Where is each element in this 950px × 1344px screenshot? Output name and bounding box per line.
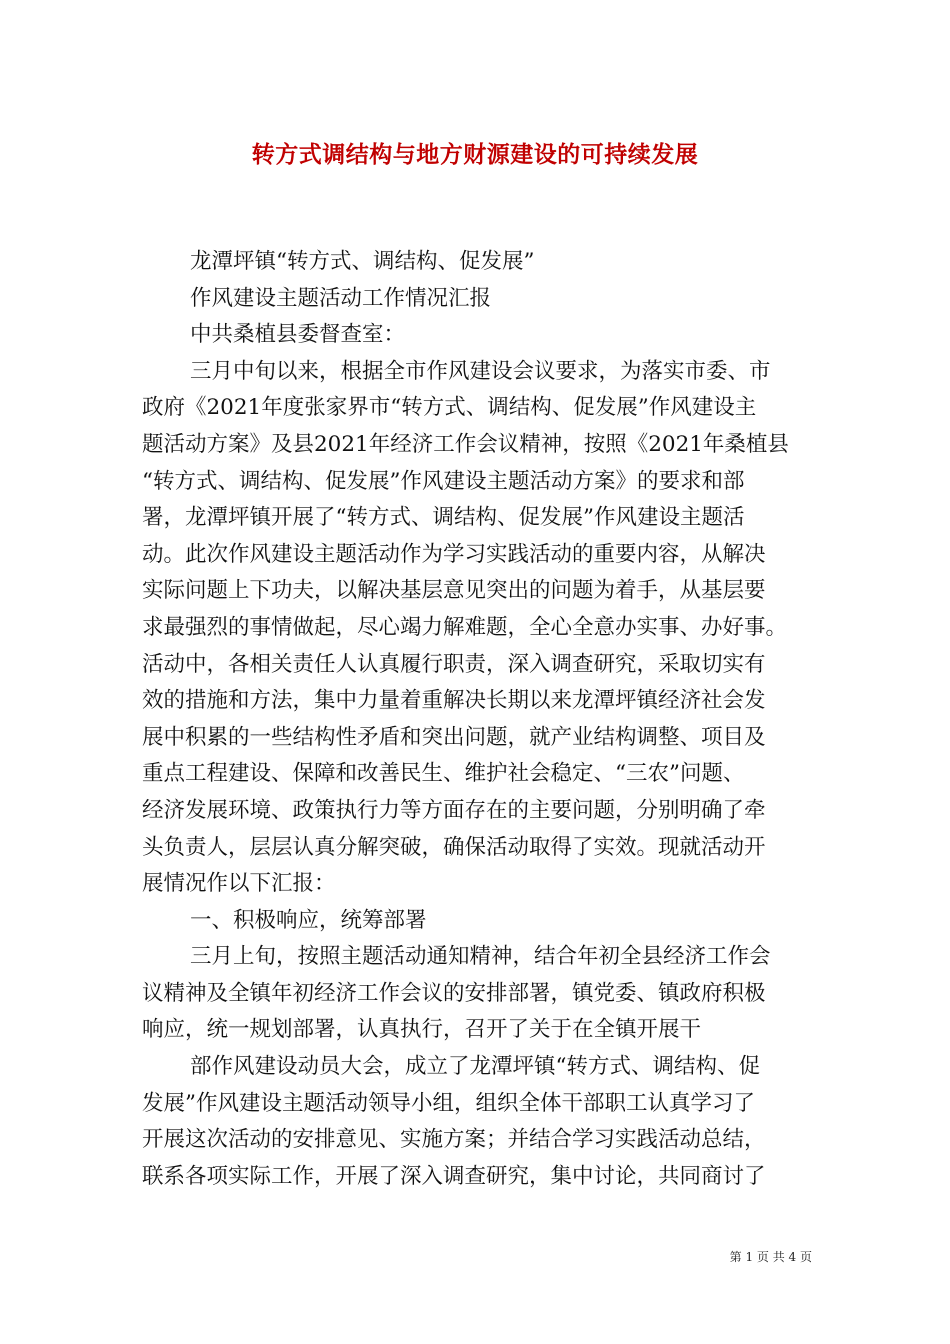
text-line: “转方式、调结构、促发展”作风建设主题活动方案》的要求和部 (142, 468, 745, 494)
text-line: 活动中，各相关责任人认真履行职责，深入调查研究，采取切实有 (142, 651, 766, 677)
text-line: 署，龙潭坪镇开展了“转方式、调结构、促发展”作风建设主题活 (142, 505, 745, 531)
text-line: 三月中旬以来，根据全市作风建设会议要求，为落实市委、市 (190, 358, 771, 384)
text-line: 龙潭坪镇“转方式、调结构、促发展” (190, 249, 535, 274)
text-line: 开展这次活动的安排意见、实施方案；并结合学习实践活动总结， (142, 1127, 766, 1153)
text-line: 发展”作风建设主题活动领导小组，组织全体干部职工认真学习了 (142, 1090, 755, 1116)
text-line: 三月上旬，按照主题活动通知精神，结合年初全县经济工作会 (190, 944, 771, 970)
text-line: 作风建设主题活动工作情况汇报 (190, 285, 492, 311)
text-line: 议精神及全镇年初经济工作会议的安排部署，镇党委、镇政府积极 (142, 980, 766, 1006)
text-line: 实际问题上下功夫，以解决基层意见突出的问题为着手，从基层要 (142, 578, 766, 604)
text-line: 展中积累的一些结构性矛盾和突出问题，就产业结构调整、项目及 (142, 724, 766, 750)
text-line: 经济发展环境、政策执行力等方面存在的主要问题，分别明确了牵 (142, 797, 766, 823)
document-title: 转方式调结构与地方财源建设的可持续发展 (251, 141, 699, 168)
text-line: 响应，统一规划部署，认真执行，召开了关于在全镇开展干 (142, 1017, 702, 1043)
text-line: 效的措施和方法，集中力量着重解决长期以来龙潭坪镇经济社会发 (142, 688, 766, 714)
text-line: 部作风建设动员大会，成立了龙潭坪镇“转方式、调结构、促 (190, 1054, 760, 1080)
text-line: 政府《2021年度张家界市“转方式、调结构、促发展”作风建设主 (142, 395, 757, 421)
text-line: 展情况作以下汇报： (142, 871, 336, 897)
text-line: 头负责人，层层认真分解突破，确保活动取得了实效。现就活动开 (142, 834, 766, 860)
text-line: 动。此次作风建设主题活动作为学习实践活动的重要内容，从解决 (142, 541, 766, 567)
text-line: 求最强烈的事情做起，尽心竭力解难题，全心全意办实事、办好事。 (142, 614, 788, 640)
document-body (142, 244, 812, 1195)
text-line: 题活动方案》及县2021年经济工作会议精神，按照《2021年桑植县 (142, 431, 789, 457)
text-line: 联系各项实际工作，开展了深入调查研究，集中讨论，共同商讨了 (142, 1163, 766, 1189)
page-number: 第 1 页 共 4 页 (729, 1250, 812, 1264)
section-heading: 一、积极响应，统筹部署 (190, 907, 427, 933)
text-line: 中共桑植县委督查室： (190, 322, 406, 348)
text-line: 重点工程建设、保障和改善民生、维护社会稳定、“三农”问题、 (142, 761, 745, 787)
